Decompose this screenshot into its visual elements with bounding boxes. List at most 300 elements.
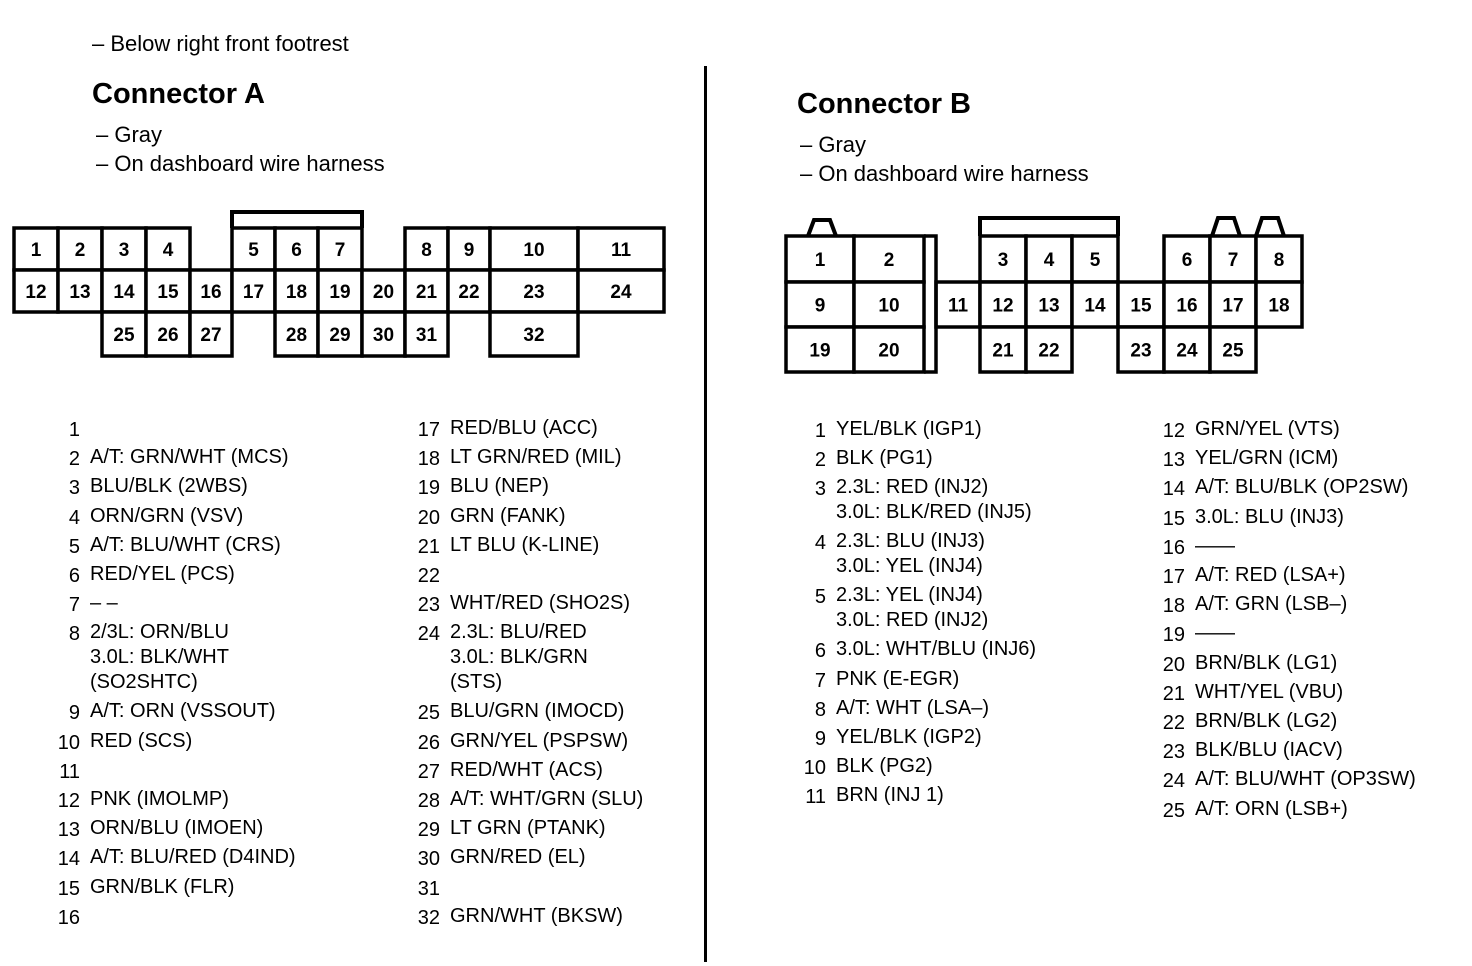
- connector-a-pin-32-label: 32: [523, 325, 545, 346]
- pin-description-line: YEL/BLK (IGP1): [836, 418, 982, 440]
- pin-number: 11: [59, 760, 80, 783]
- pin-description-line: A/T: BLU/RED (D4IND): [90, 846, 296, 869]
- connector-b-pin-25: [1210, 327, 1256, 372]
- connector-b-pin-14: [1072, 282, 1118, 327]
- connector-a-pin-6-label: 6: [291, 240, 302, 261]
- pin-description: [1195, 592, 1347, 621]
- pin-description: [90, 729, 192, 758]
- pin-description-line: (SO2SHTC): [90, 671, 198, 694]
- pin-description: [450, 416, 598, 445]
- pin-description-line: A/T: RED (LSA+): [1195, 564, 1346, 587]
- pin-number: 6: [68, 565, 80, 588]
- pin-description-line: LT BLU (K-LINE): [450, 533, 600, 556]
- connector-b-pin-20-label: 20: [878, 340, 900, 362]
- pin-row: [796, 446, 1036, 475]
- pin-row: [796, 696, 1036, 725]
- pin-row: [796, 667, 1036, 696]
- pin-row: [796, 637, 1036, 666]
- connector-a-pin-24-label: 24: [610, 282, 632, 303]
- pin-number: 1: [68, 419, 80, 441]
- pin-description: [1195, 797, 1348, 826]
- connector-a-pin-1-label: 1: [30, 240, 42, 261]
- connector-b-pin-16-label: 16: [1176, 295, 1198, 317]
- pin-row: [410, 474, 643, 503]
- connector-b-pin-11: [936, 282, 980, 327]
- pin-row: [52, 699, 296, 728]
- pin-description: [450, 875, 456, 904]
- pin-description: [90, 816, 263, 845]
- pin-description: [450, 787, 643, 816]
- pin-description: [1195, 738, 1343, 767]
- pin-description-line: [90, 416, 96, 441]
- pin-description-line: WHT/RED (SHO2S): [450, 592, 630, 615]
- connector-b-pin-5: [1072, 236, 1118, 282]
- pin-description-line: GRN/WHT (BKSW): [450, 904, 623, 927]
- connector-a-title: Connector A: [92, 78, 265, 110]
- pin-row: [1154, 797, 1416, 826]
- pin-number: 1: [814, 420, 826, 442]
- pin-number: 22: [1162, 712, 1185, 735]
- connector-b-pin-7: [1210, 236, 1256, 282]
- pin-description-line: ORN/BLU (IMOEN): [90, 817, 264, 840]
- connector-a-pin-21-label: 21: [415, 282, 438, 303]
- pin-description: [1195, 475, 1408, 504]
- pin-row: [1154, 446, 1416, 475]
- connector-b-pin-4-label: 4: [1043, 250, 1055, 271]
- pin-row: [796, 725, 1036, 754]
- pin-number: 28: [417, 790, 440, 813]
- connector-a-pin-18-label: 18: [285, 282, 308, 303]
- pin-number: 11: [805, 786, 826, 809]
- connector-a-pin-29-label: 29: [329, 325, 351, 346]
- pin-row: [52, 816, 296, 845]
- pin-row: [52, 729, 296, 758]
- pin-row: [52, 875, 296, 904]
- pin-row: [1154, 534, 1416, 563]
- pin-description-line: LT GRN (PTANK): [450, 817, 606, 840]
- pin-number: 16: [57, 906, 80, 929]
- pin-number: 20: [417, 506, 440, 529]
- connector-b-pin-15-label: 15: [1130, 295, 1152, 317]
- pin-row: [796, 583, 1036, 633]
- pin-description: [836, 417, 982, 446]
- pin-description-line: GRN/YEL (VTS): [1195, 418, 1340, 440]
- pin-description-line: 3.0L: BLK/WHT: [90, 646, 229, 669]
- pin-description-line: 2.3L: RED (INJ2): [836, 476, 989, 499]
- pin-row: [1154, 563, 1416, 592]
- pin-description: [450, 562, 456, 591]
- pin-row: [1154, 505, 1416, 534]
- pin-description: [1195, 651, 1337, 680]
- connector-b-pin-9: [786, 282, 854, 327]
- connector-b-pin-8-label: 8: [1273, 250, 1285, 271]
- connector-b-note-color: – Gray: [800, 132, 867, 157]
- connector-b-pin-15: [1118, 282, 1164, 327]
- connector-a-pin-5-label: 5: [248, 240, 259, 261]
- pin-description: [90, 787, 229, 816]
- pin-row: [410, 504, 643, 533]
- connector-b-pin-10: [854, 282, 924, 327]
- pin-description-line: ORN/GRN (VSV): [90, 504, 244, 527]
- connector-b-pin-8: [1256, 236, 1302, 282]
- pin-description: [450, 445, 622, 474]
- pin-description: [1195, 534, 1235, 563]
- pin-number: 5: [68, 535, 80, 558]
- pin-number: 2: [68, 448, 80, 471]
- pin-description-line: GRN (FANK): [450, 504, 566, 527]
- pin-row: [52, 416, 296, 445]
- pin-row: [796, 783, 1036, 812]
- pin-description-line: GRN/RED (EL): [450, 846, 586, 869]
- pin-row: [410, 787, 643, 816]
- pin-number: 25: [417, 702, 440, 725]
- pin-description: [1195, 709, 1337, 738]
- connector-b-note-location: – On dashboard wire harness: [800, 161, 1089, 186]
- pin-description: [1195, 446, 1338, 475]
- pin-row: [410, 904, 643, 933]
- pin-row: [52, 504, 296, 533]
- pin-number: 9: [68, 702, 80, 725]
- pin-row: [52, 562, 296, 591]
- pin-number: 13: [57, 819, 80, 842]
- connector-b-key-tab-right-1: [1212, 218, 1240, 236]
- pin-row: [1154, 592, 1416, 621]
- pin-description-line: A/T: BLU/BLK (OP2SW): [1195, 476, 1409, 499]
- connector-b-pin-11-label: 11: [947, 295, 969, 317]
- connector-a-pin-26-label: 26: [157, 325, 179, 346]
- pin-number: 8: [814, 698, 826, 721]
- pin-description: [1195, 767, 1416, 796]
- pin-number: 15: [1162, 507, 1185, 530]
- pin-description-line: A/T: ORN (LSB+): [1195, 797, 1348, 820]
- pin-row: [1154, 651, 1416, 680]
- connector-a-note-location: – On dashboard wire harness: [96, 151, 385, 176]
- pin-description-line: 2/3L: ORN/BLU: [90, 621, 229, 644]
- pin-row: [410, 816, 643, 845]
- pin-description: [90, 875, 234, 904]
- pin-number: 7: [814, 669, 826, 692]
- pin-description-line: A/T: BLU/WHT (CRS): [90, 533, 281, 556]
- pin-row: [1154, 738, 1416, 767]
- pin-description-line: RED/BLU (ACC): [450, 417, 598, 439]
- connector-b-center-rail: [924, 236, 936, 372]
- pin-description: [90, 904, 96, 933]
- connector-a-pin-22-label: 22: [458, 282, 480, 303]
- pin-description: [1195, 680, 1343, 709]
- pin-row: [410, 845, 643, 874]
- pin-number: 17: [1162, 566, 1185, 589]
- connector-a-pin-12-label: 12: [25, 282, 47, 303]
- pin-row: [410, 562, 643, 591]
- pin-description-line: A/T: GRN (LSB–): [1195, 593, 1348, 616]
- pin-description-line: 2.3L: YEL (INJ4): [836, 584, 983, 607]
- connector-b-pin-24: [1164, 327, 1210, 372]
- pin-description: [90, 504, 243, 533]
- pin-number: 30: [417, 848, 440, 871]
- pin-row: [52, 474, 296, 503]
- pin-row: [410, 591, 643, 620]
- pin-number: 4: [68, 506, 80, 529]
- connector-b-pin-list-right: [1154, 417, 1416, 826]
- pin-description: [1195, 417, 1340, 446]
- connector-b-pin-12: [980, 282, 1026, 327]
- connector-b-pin-20: [854, 327, 924, 372]
- connector-a-pin-13-label: 13: [69, 282, 91, 303]
- pin-description-line: GRN/YEL (PSPSW): [450, 729, 629, 752]
- pin-description: [450, 904, 623, 933]
- connector-a-pin-30-label: 30: [372, 325, 395, 346]
- connector-b-key-tab-right-2: [1256, 218, 1284, 236]
- pin-row: [52, 620, 296, 695]
- pin-description-line: RED/WHT (ACS): [450, 758, 603, 781]
- pin-row: [410, 729, 643, 758]
- pin-description: [90, 445, 289, 474]
- pin-number: 10: [57, 731, 80, 754]
- pin-description-line: A/T: WHT (LSA–): [836, 696, 989, 719]
- pin-number: 20: [1162, 653, 1185, 676]
- connector-b-pin-24-label: 24: [1176, 340, 1198, 362]
- pin-description: [90, 474, 248, 503]
- pin-number: 19: [417, 477, 440, 500]
- pin-number: 12: [1162, 420, 1185, 442]
- connector-a-pin-17-label: 17: [242, 282, 265, 303]
- pin-number: 14: [1162, 478, 1185, 501]
- connector-b-pin-1-label: 1: [814, 250, 826, 271]
- pin-row: [410, 445, 643, 474]
- connector-b-title: Connector B: [797, 88, 971, 120]
- pin-description-line: 3.0L: WHT/BLU (INJ6): [836, 638, 1037, 661]
- pin-number: 21: [1162, 682, 1185, 705]
- connector-b-pin-14-label: 14: [1084, 295, 1106, 317]
- pin-description-line: A/T: GRN/WHT (MCS): [90, 446, 289, 469]
- pin-description-line: 3.0L: YEL (INJ4): [836, 555, 983, 578]
- pin-description: [836, 529, 985, 579]
- pin-description-line: ——: [1195, 622, 1235, 645]
- connector-a-pin-27-label: 27: [200, 325, 222, 346]
- connector-b-pin-2-label: 2: [883, 250, 895, 271]
- connector-b-pin-22: [1026, 327, 1072, 372]
- pin-description-line: WHT/YEL (VBU): [1195, 680, 1344, 703]
- pin-number: 6: [814, 640, 826, 663]
- pin-description-line: [90, 758, 96, 783]
- pin-number: 18: [1162, 595, 1185, 618]
- pin-description: [90, 562, 235, 591]
- pin-description-line: (STS): [450, 671, 503, 694]
- pin-number: 3: [814, 478, 826, 501]
- connector-b-pin-19-label: 19: [809, 340, 831, 362]
- connector-a-pin-20-label: 20: [372, 282, 395, 303]
- pin-description-line: RED/YEL (PCS): [90, 563, 235, 586]
- pin-description-line: BLU/BLK (2WBS): [90, 475, 248, 498]
- connector-a-pin-19-label: 19: [329, 282, 351, 303]
- connector-b-pin-3: [980, 236, 1026, 282]
- pin-row: [796, 529, 1036, 579]
- pin-description-line: [450, 562, 456, 587]
- connector-b-pin-12-label: 12: [992, 295, 1014, 317]
- pin-row: [410, 533, 643, 562]
- pin-description: [1195, 563, 1346, 592]
- connector-a-pin-23-label: 23: [523, 282, 545, 303]
- pin-row: [410, 416, 643, 445]
- pin-row: [1154, 767, 1416, 796]
- connector-b-pin-23-label: 23: [1130, 340, 1152, 362]
- pin-description: [1195, 505, 1344, 534]
- pin-description: [90, 416, 96, 445]
- pin-row: [52, 787, 296, 816]
- pin-row: [52, 845, 296, 874]
- connector-a-pin-16-label: 16: [200, 282, 222, 303]
- pin-row: [52, 533, 296, 562]
- pin-row: [52, 591, 296, 620]
- connector-b-pin-6-label: 6: [1181, 250, 1193, 271]
- header-note: – Below right front footrest: [92, 31, 349, 56]
- pin-description-line: – –: [90, 592, 118, 615]
- pin-description: [836, 725, 982, 754]
- pin-description-line: BLK (PG2): [836, 755, 933, 778]
- pin-description-line: BLK (PG1): [836, 447, 933, 470]
- pin-description: [90, 699, 276, 728]
- pin-description-line: GRN/BLK (FLR): [90, 875, 235, 898]
- connector-b-pin-5-label: 5: [1089, 250, 1101, 271]
- connector-b-pin-7-label: 7: [1227, 250, 1239, 271]
- pin-number: 32: [417, 906, 440, 929]
- pin-number: 23: [417, 594, 440, 617]
- pin-number: 4: [814, 532, 826, 555]
- pin-description-line: YEL/GRN (ICM): [1195, 447, 1339, 470]
- connector-b-pin-list-left: [796, 417, 1036, 813]
- connector-b-pin-21: [980, 327, 1026, 372]
- pin-number: 7: [68, 594, 80, 617]
- pin-number: 5: [814, 586, 826, 609]
- connector-b-pin-22-label: 22: [1038, 340, 1060, 362]
- connector-b-pin-23: [1118, 327, 1164, 372]
- connector-a-pin-10-label: 10: [523, 240, 545, 261]
- pin-number: 10: [803, 757, 826, 780]
- pin-description-line: 3.0L: BLK/RED (INJ5): [836, 501, 1032, 524]
- pin-description: [450, 591, 630, 620]
- connector-a-pin-9-label: 9: [463, 240, 475, 261]
- pin-description-line: A/T: BLU/WHT (OP3SW): [1195, 768, 1416, 791]
- pin-number: 14: [57, 848, 80, 871]
- pin-row: [796, 417, 1036, 446]
- pin-row: [52, 758, 296, 787]
- pin-number: 15: [57, 877, 80, 900]
- pin-description-line: RED (SCS): [90, 729, 193, 752]
- pin-description-line: [90, 904, 96, 929]
- pin-row: [410, 699, 643, 728]
- pin-description: [450, 816, 606, 845]
- connector-b-pin-21-label: 21: [992, 340, 1014, 362]
- pin-row: [52, 445, 296, 474]
- connector-a-note-color: – Gray: [96, 122, 163, 147]
- pin-number: 25: [1162, 799, 1185, 822]
- connector-a-pin-15-label: 15: [157, 282, 179, 303]
- connector-a-pin-25-label: 25: [113, 325, 135, 346]
- pin-number: 31: [417, 877, 440, 900]
- connector-a-pin-7-label: 7: [334, 240, 346, 261]
- connector-b-pin-18: [1256, 282, 1302, 327]
- pin-description-line: BLU/GRN (IMOCD): [450, 700, 625, 723]
- connector-a-pin-2-label: 2: [74, 240, 86, 261]
- pin-description-line: 2.3L: BLU (INJ3): [836, 530, 985, 553]
- pin-row: [1154, 417, 1416, 446]
- connector-a-pin-31-label: 31: [415, 325, 438, 346]
- pin-description: [450, 504, 566, 533]
- pin-description: [90, 591, 118, 620]
- pin-number: 27: [417, 760, 440, 783]
- pin-number: 13: [1162, 449, 1185, 472]
- pin-description: [450, 620, 588, 695]
- connector-b-pin-18-label: 18: [1268, 295, 1290, 317]
- connector-b-key-tab-left: [808, 220, 836, 236]
- pin-row: [1154, 475, 1416, 504]
- pin-description: [836, 783, 944, 812]
- pin-description: [836, 637, 1036, 666]
- pin-description-line: 3.0L: BLK/GRN: [450, 646, 588, 669]
- pin-description: [90, 758, 96, 787]
- connector-b-pin-10-label: 10: [878, 295, 900, 317]
- pin-description: [836, 696, 989, 725]
- pin-description: [90, 533, 281, 562]
- pin-description: [836, 667, 959, 696]
- connector-a-pin-list-left: [52, 416, 296, 933]
- pin-description: [450, 533, 599, 562]
- pin-description-line: A/T: WHT/GRN (SLU): [450, 788, 644, 811]
- pin-row: [796, 754, 1036, 783]
- connector-b-pin-6: [1164, 236, 1210, 282]
- connector-a-pin-14-label: 14: [113, 282, 135, 303]
- pin-row: [410, 875, 643, 904]
- pin-description: [450, 474, 549, 503]
- connector-a-pin-3-label: 3: [118, 240, 130, 261]
- connector-b-pin-13: [1026, 282, 1072, 327]
- pin-number: 22: [417, 565, 440, 588]
- connector-b-pin-9-label: 9: [814, 295, 826, 317]
- pin-description-line: BRN/BLK (LG2): [1195, 710, 1338, 733]
- pin-description-line: BRN/BLK (LG1): [1195, 651, 1338, 674]
- pin-description-line: PNK (IMOLMP): [90, 788, 229, 811]
- pin-number: 9: [814, 728, 826, 751]
- pin-number: 2: [814, 449, 826, 472]
- pin-number: 16: [1162, 536, 1185, 559]
- connector-b-pin-4: [1026, 236, 1072, 282]
- pin-row: [52, 904, 296, 933]
- pin-number: 26: [417, 731, 440, 754]
- pin-number: 3: [68, 477, 80, 500]
- pin-number: 21: [417, 535, 440, 558]
- pin-description: [450, 758, 603, 787]
- connector-b-lock-tab: [980, 218, 1118, 236]
- pin-description: [450, 729, 628, 758]
- pin-description-line: 3.0L: BLU (INJ3): [1195, 505, 1344, 528]
- pin-row: [410, 620, 643, 695]
- pin-description-line: [450, 875, 456, 900]
- pin-description-line: A/T: ORN (VSSOUT): [90, 700, 276, 723]
- pin-number: 18: [417, 448, 440, 471]
- connector-b-pin-13-label: 13: [1038, 295, 1060, 317]
- pin-description: [450, 699, 624, 728]
- pin-description: [836, 446, 933, 475]
- pin-description: [836, 475, 1032, 525]
- pin-number: 8: [68, 623, 80, 646]
- pin-description-line: BLU (NEP): [450, 475, 549, 498]
- pin-number: 24: [1162, 770, 1185, 793]
- pin-description-line: BLK/BLU (IACV): [1195, 739, 1343, 762]
- pin-description: [1195, 621, 1235, 650]
- pin-row: [1154, 621, 1416, 650]
- pin-number: 29: [417, 819, 440, 842]
- pin-description: [836, 583, 988, 633]
